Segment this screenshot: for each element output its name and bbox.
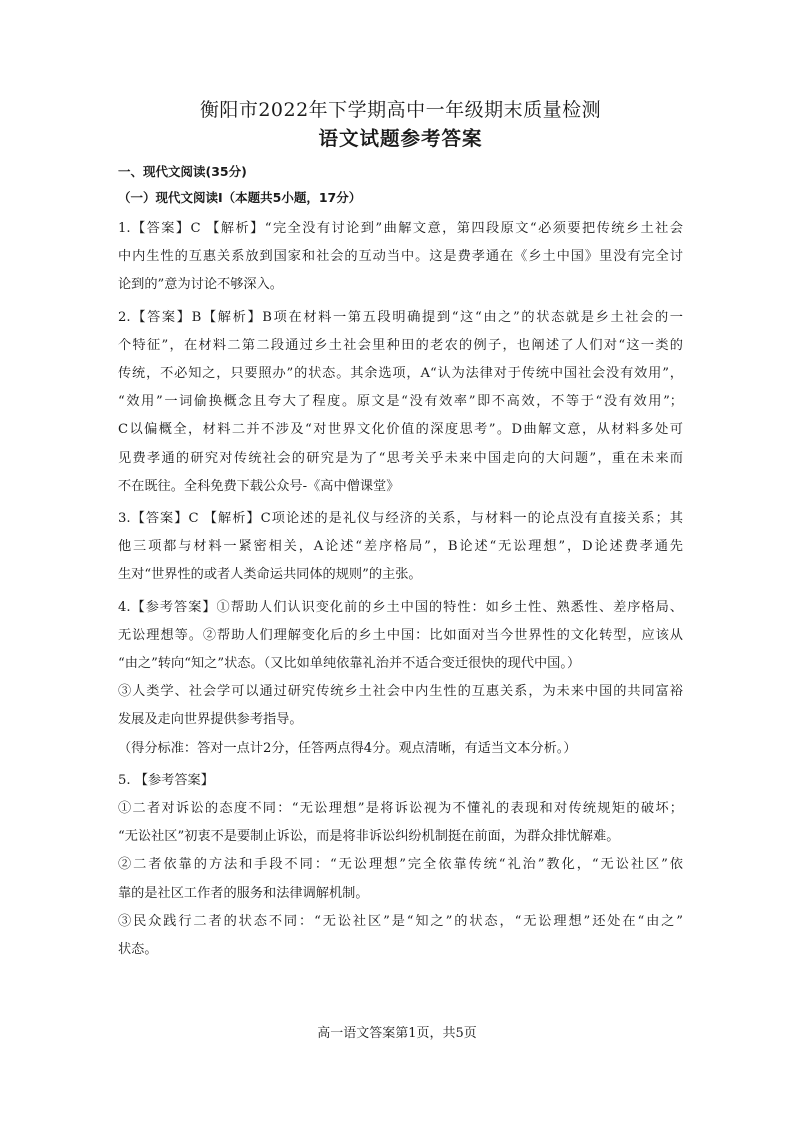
answer-line: “效用”一词偷换概念且夸大了程度。原文是“没有效率”即不高效，不等于“没有效用”； — [118, 394, 683, 410]
answer-line: 中内生性的互惠关系放到国家和社会的互动当中。这是费孝通在《乡土中国》里没有完全讨 — [118, 249, 683, 265]
answer-line: 5. 【参考答案】 — [118, 772, 214, 788]
answer-line: 论到的”意为讨论不够深入。 — [118, 277, 283, 293]
answer-line: ②二者依靠的方法和手段不同：“无讼理想”完全依靠传统“礼治”教化，“无讼社区”依 — [118, 857, 683, 873]
answer-line: 4.【参考答案】①帮助人们认识变化前的乡土中国的特性：如乡土性、熟悉性、差序格局、 — [118, 599, 683, 615]
answer-line: “无讼社区”初衷不是要制止诉讼，而是将非诉讼纠纷机制挺在前面，为群众排忧解难。 — [118, 829, 620, 845]
subsection-heading-reading-1: （一）现代文阅读Ⅰ（本题共5小题，17分） — [118, 190, 362, 205]
answer-q4 — [118, 594, 683, 763]
answer-line: 2.【答案】B【解析】B项在材料一第五段明确提到“这“由之”的状态就是乡土社会的一 — [118, 309, 683, 325]
page-footer: 高一语文答案第1页，共5页 — [317, 1026, 477, 1041]
scoring-standard: （得分标准：答对一点计2分，任答两点得4分。观点清晰，有适当文本分析。） — [118, 740, 577, 756]
answer-line: 1.【答案】C 【解析】“完全没有讨论到”曲解文意，第四段原文“必须要把传统乡土社会 — [118, 221, 683, 236]
section-heading-modern-reading: 一、现代文阅读(35分) — [118, 164, 247, 179]
answer-q1 — [118, 215, 683, 300]
answer-line: 状态。 — [118, 942, 158, 958]
answer-line: 靠的是社区工作者的服务和法律调解机制。 — [118, 885, 369, 901]
exam-title: 衡阳市2022年下学期高中一年级期末质量检测 — [199, 99, 602, 121]
answer-line: 个特征”，在材料二第二段通过乡土社会里种田的老农的例子，也阐述了人们对“这一类的 — [118, 337, 683, 353]
answer-line: “由之”转向“知之”状态。（又比如单纯依靠礼治并不适合变迁很快的现代中国。） — [118, 656, 581, 672]
answer-key-title: 语文试题参考答案 — [318, 127, 483, 150]
answer-line: ③人类学、社会学可以通过研究传统乡土社会中内生性的互惠关系，为未来中国的共同富裕 — [118, 684, 683, 700]
answer-line: C以偏概全，材料二并不涉及“对世界文化价值的深度思考”。D曲解文意，从材料多处可 — [118, 422, 683, 438]
answer-line: 发展及走向世界提供参考指导。 — [118, 712, 303, 728]
answer-line: 传统，不必知之，只要照办”的状态。其余选项，A“认为法律对于传统中国社会没有效用”， — [118, 366, 683, 382]
answer-line: 他三项都与材料一紧密相关，A论述“差序格局”，B论述“无讼理想”，D论述费孝通先 — [118, 539, 683, 555]
answer-line: 无讼理想等。②帮助人们理解变化后的乡土中国：比如面对当今世界性的文化转型，应该从 — [118, 627, 683, 643]
answer-line: 不在既往。全科免费下载公众号-《高中僧课堂》 — [118, 478, 400, 494]
answer-line: ③民众践行二者的状态不同：“无讼社区”是“知之”的状态，“无讼理想”还处在“由之” — [118, 913, 683, 929]
answer-q5 — [118, 767, 683, 964]
answer-line: 3.【答案】C 【解析】C项论述的是礼仪与经济的关系，与材料一的论点没有直接关系；其 — [118, 511, 683, 527]
answer-q3 — [118, 505, 683, 590]
answer-sheet-page — [118, 95, 683, 964]
answer-q2 — [118, 304, 683, 501]
answer-line: ①二者对诉讼的态度不同：“无讼理想”是将诉讼视为不懂礼的表现和对传统规矩的破坏； — [118, 801, 683, 817]
answer-line: 生对“世界性的或者人类命运共同体的规则”的主张。 — [118, 567, 422, 583]
answer-line: 见费孝通的研究对传统社会的研究是为了“思考关乎未来中国走向的大问题”，重在未来而 — [118, 450, 683, 466]
